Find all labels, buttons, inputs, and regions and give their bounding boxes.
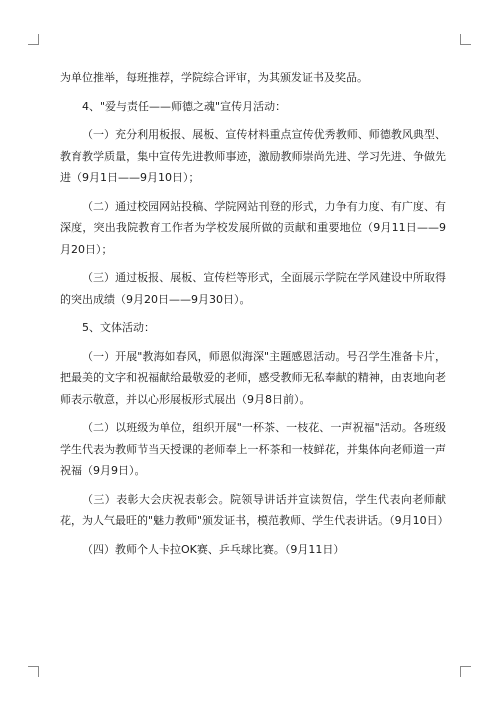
paragraph-5-item-2: （二）以班级为单位，组织开展"一杯茶、一枝花、一声祝福"活动。各班级学生代表为教师节当天授课的老师奉上一杯茶和一枝鲜花，并集体向老师道一声祝福（9月9日）。 [60, 421, 446, 477]
paragraph-4-item-3: （三）通过板报、展板、宣传栏等形式，全面展示学院在学风建设中所取得的突出成绩（9月20日——9月30日）。 [60, 271, 446, 306]
heading-section-4: 4、"爱与责任——师德之魂"宣传月活动： [82, 99, 287, 113]
crop-mark-bottom-left [28, 666, 39, 677]
paragraph-4-item-2: （二）通过校园网站投稿、学院网站刊登的形式，力争有力度、有广度、有深度，突出我院教育工作者为学校发展所做的贡献和重要地位（9月11日——9月20日）； [60, 199, 446, 256]
paragraph-5-item-1: （一）开展"教海如春风，师恩似海深"主题感恩活动。号召学生准备卡片，把最美的文字和祝福献给最敬爱的老师，感受教师无私奉献的精神，由衷地向老师表示敬意，并以心形展板形式展出（9月8日前）。 [60, 349, 446, 406]
document-body [60, 67, 449, 567]
heading-section-5: 5、文体活动： [82, 321, 155, 334]
paragraph-5-item-4: （四）教师个人卡拉OK赛、乒乓球比赛。（9月11日） [82, 542, 345, 556]
paragraph-award-continuation: 为单位推举，每班推荐，学院综合评审，为其颁发证书及奖品。 [60, 71, 368, 84]
crop-mark-top-left [28, 34, 39, 45]
paragraph-4-item-1: （一）充分利用板报、展板、宣传材料重点宣传优秀教师、师德教风典型、教育教学质量，集中宣传先进教师事迹，激励教师崇尚先进、学习先进、争做先进（9月1日——9月10日）； [60, 128, 446, 184]
paragraph-5-item-3: （三）表彰大会庆祝表彰会。院领导讲话并宣读贺信，学生代表向老师献花，为人气最旺的"魅力教师"颁发证书，模范教师、学生代表讲话。（9月10日） [60, 492, 449, 527]
crop-mark-top-right [460, 34, 471, 45]
crop-mark-bottom-right [460, 666, 471, 677]
